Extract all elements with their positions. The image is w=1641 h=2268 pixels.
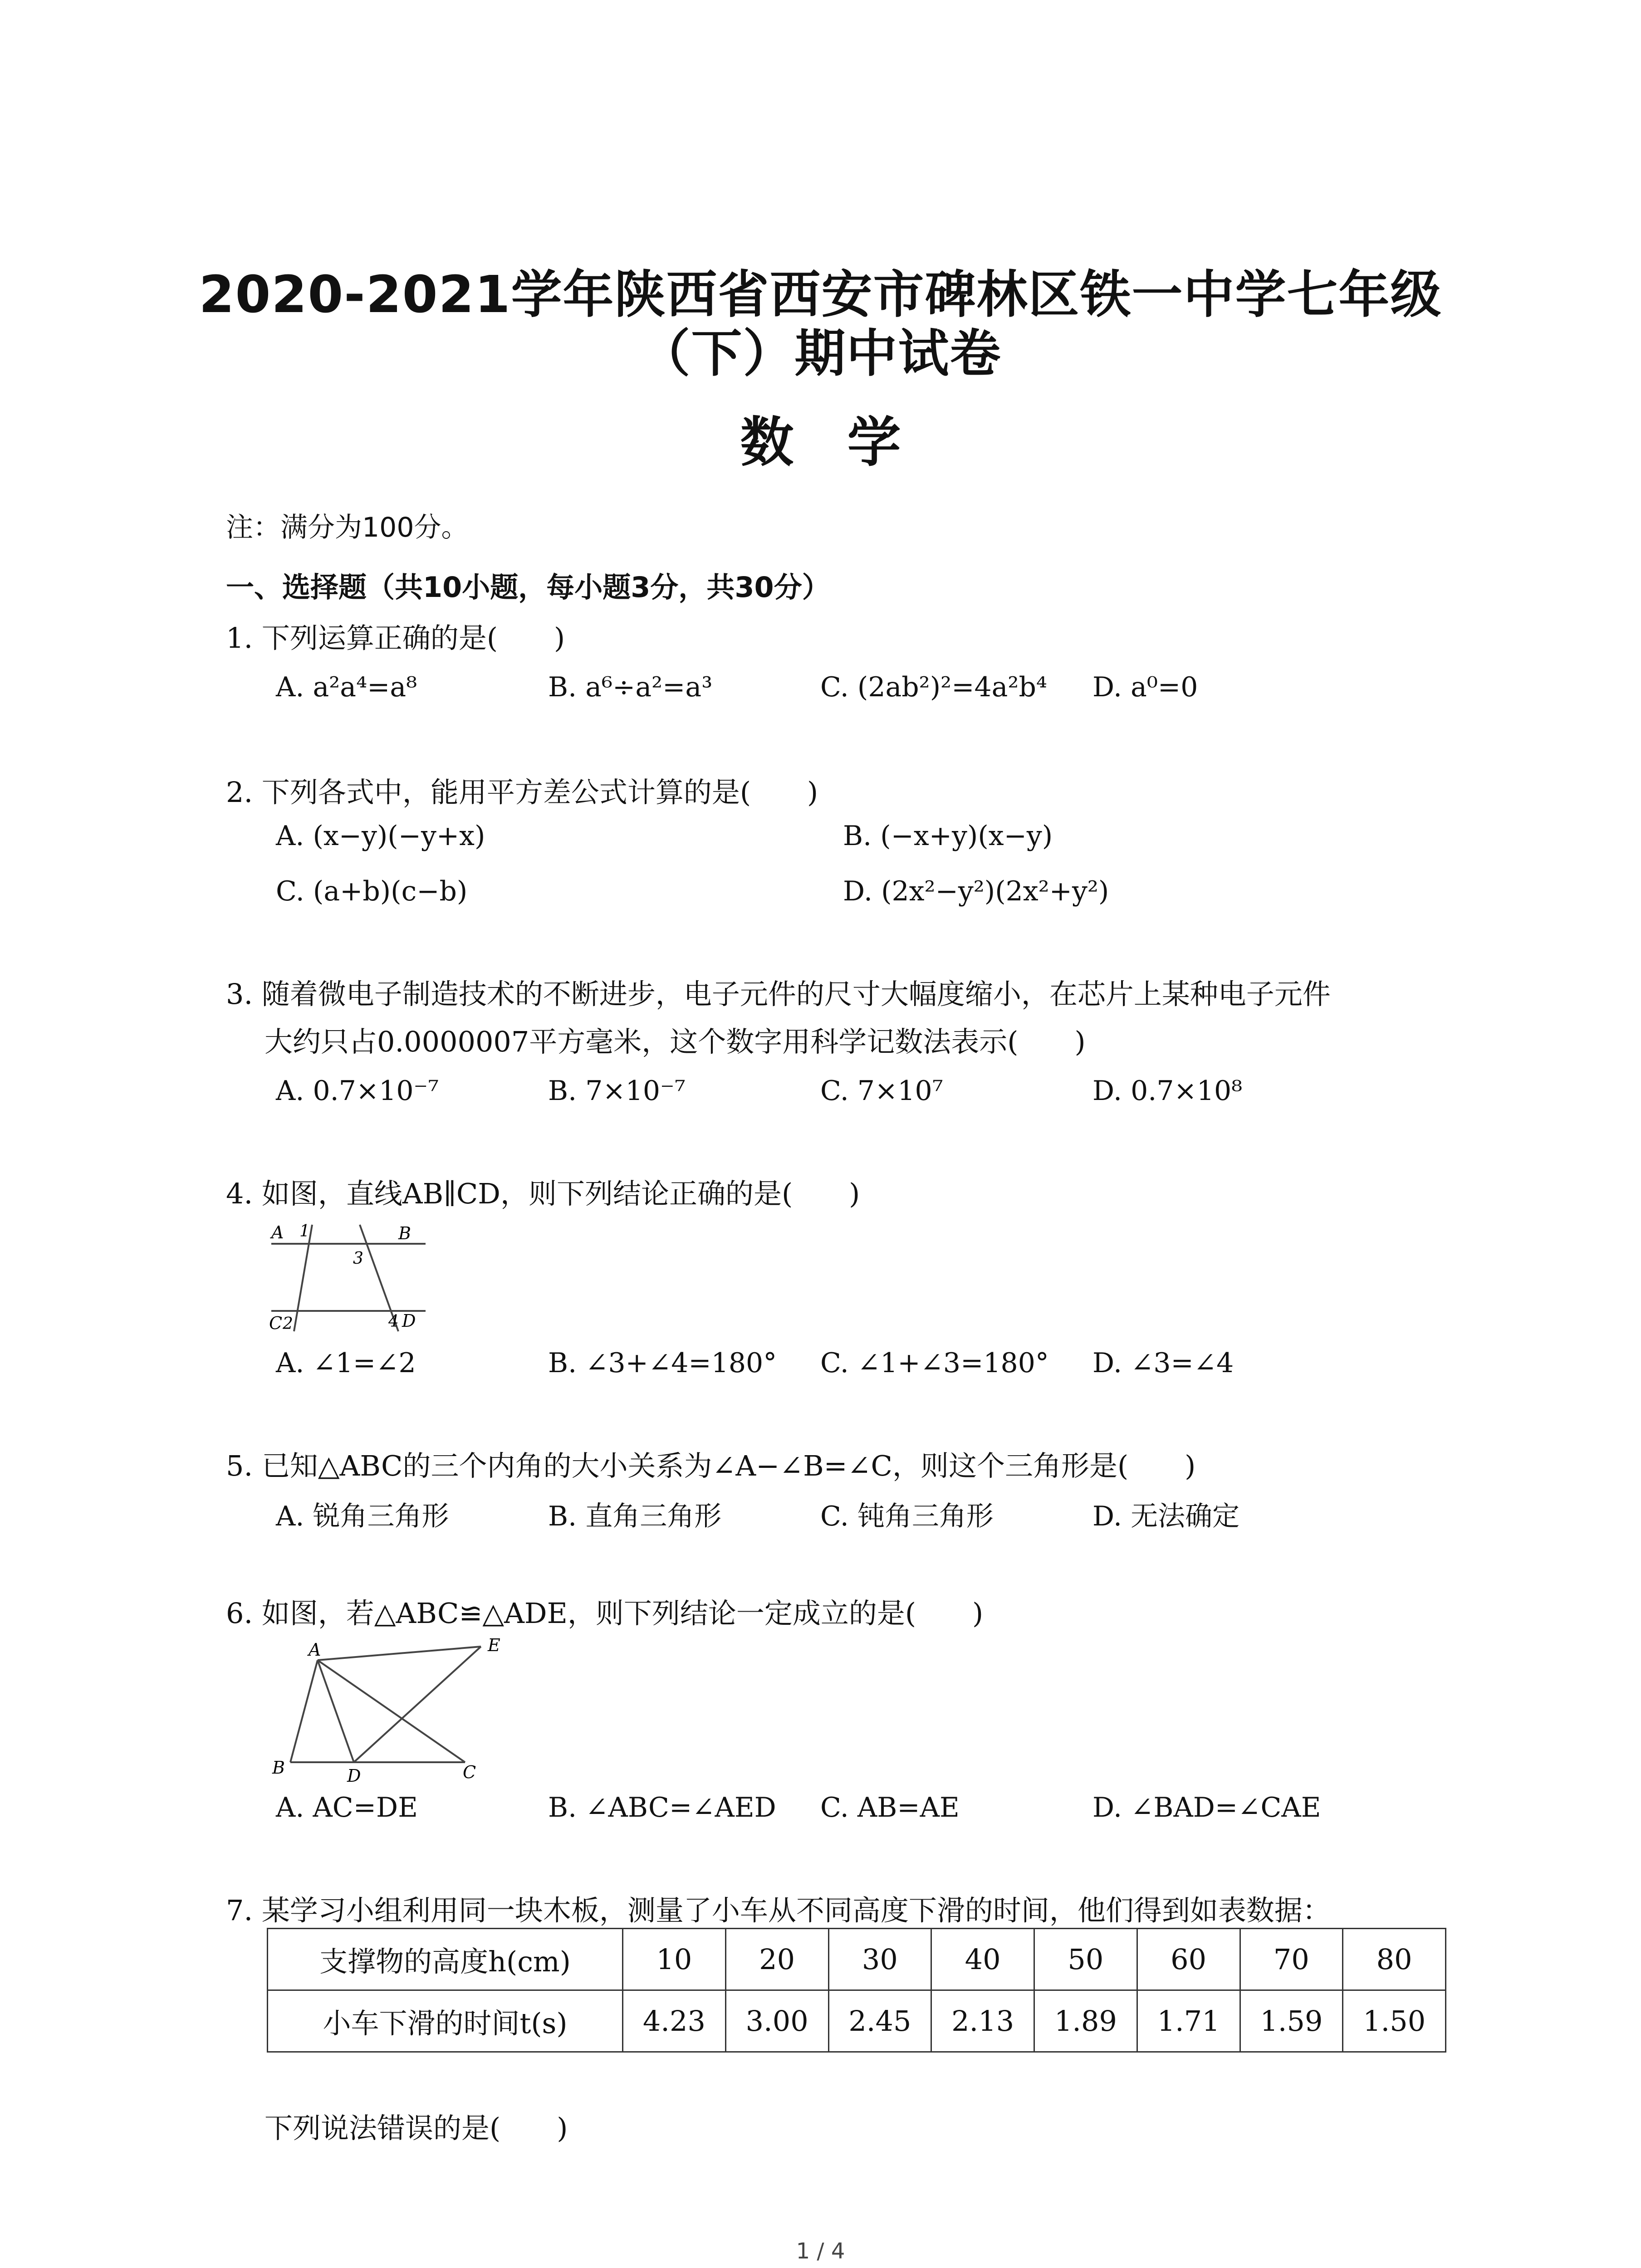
table-cell: 4.23 <box>623 1990 726 2052</box>
fig6-label-a: A <box>309 1640 321 1660</box>
table-cell: 1.71 <box>1137 1990 1240 2052</box>
q3-option-b: B. 7×10⁻⁷ <box>548 1075 686 1107</box>
fig4-label-2: 2 <box>283 1315 293 1333</box>
q2-option-a: A. (x−y)(−y+x) <box>276 820 485 852</box>
table-cell: 2.45 <box>828 1990 931 2052</box>
q4-option-a: A. ∠1=∠2 <box>276 1347 416 1379</box>
fig4-label-3: 3 <box>353 1249 363 1268</box>
q4-parallel-lines-figure <box>262 1220 453 1338</box>
question-4-stem: 4. 如图，直线AB∥CD，则下列结论正确的是( ) <box>226 1177 860 1210</box>
question-5-stem: 5. 已知△ABC的三个内角的大小关系为∠A−∠B=∠C，则这个三角形是( ) <box>226 1449 1196 1482</box>
fig6-label-e: E <box>488 1637 500 1655</box>
q3-option-a: A. 0.7×10⁻⁷ <box>276 1075 439 1107</box>
question-1-stem: 1. 下列运算正确的是( ) <box>226 621 565 655</box>
q6-triangles-figure <box>263 1637 517 1787</box>
table-cell: 20 <box>725 1929 828 1990</box>
q1-option-c: C. (2ab²)²=4a²b⁴ <box>820 671 1047 703</box>
table-cell: 2.13 <box>931 1990 1034 2052</box>
fig4-label-a: A <box>271 1222 284 1242</box>
q5-option-c: C. 钝角三角形 <box>820 1501 994 1532</box>
q6-option-c: C. AB=AE <box>820 1792 960 1823</box>
q5-option-b: B. 直角三角形 <box>548 1501 722 1532</box>
data-table <box>267 1928 1446 2053</box>
fig4-label-d: D <box>402 1311 416 1331</box>
subject-heading: 数 学 <box>740 411 901 474</box>
q6-option-b: B. ∠ABC=∠AED <box>548 1792 776 1823</box>
page-title-line2: （下）期中试卷 <box>639 324 1002 383</box>
q3-option-d: D. 0.7×10⁸ <box>1092 1075 1243 1107</box>
segment-ad <box>318 1660 354 1762</box>
table-row <box>268 1990 1446 2052</box>
table-row-header: 支撑物的高度h(cm) <box>268 1929 623 1990</box>
q4-option-b: B. ∠3+∠4=180° <box>548 1347 777 1379</box>
table-cell: 30 <box>828 1929 931 1990</box>
score-note: 注：满分为100分。 <box>226 512 469 543</box>
table-cell: 10 <box>623 1929 726 1990</box>
table-row-header: 小车下滑的时间t(s) <box>268 1990 623 2052</box>
fig4-label-b: B <box>398 1223 411 1243</box>
question-7-stem: 7. 某学习小组利用同一块木板，测量了小车从不同高度下滑的时间，他们得到如表数据： <box>226 1894 1331 1927</box>
q5-option-a: A. 锐角三角形 <box>276 1501 449 1532</box>
fig4-label-c: C <box>269 1313 283 1333</box>
question-2-stem: 2. 下列各式中，能用平方差公式计算的是( ) <box>226 776 818 809</box>
table-row <box>268 1929 1446 1990</box>
q6-option-d: D. ∠BAD=∠CAE <box>1092 1792 1321 1823</box>
segment-ae <box>318 1647 481 1660</box>
segment-ab <box>290 1660 318 1762</box>
table-cell: 70 <box>1240 1929 1343 1990</box>
fig4-label-4: 4 <box>388 1312 399 1331</box>
transversal-left <box>294 1225 312 1331</box>
table-cell: 80 <box>1343 1929 1446 1990</box>
question-3-stem-line2: 大约只占0.0000007平方毫米，这个数字用科学记数法表示( ) <box>265 1025 1086 1058</box>
q1-option-b: B. a⁶÷a²=a³ <box>548 671 713 703</box>
table-cell: 60 <box>1137 1929 1240 1990</box>
page-title-line1: 2020-2021学年陕西省西安市碑林区铁一中学七年级 <box>199 265 1442 324</box>
segment-de <box>354 1647 481 1762</box>
fig4-label-1: 1 <box>299 1222 310 1241</box>
q6-option-a: A. AC=DE <box>276 1792 418 1823</box>
fig6-label-c: C <box>463 1762 476 1782</box>
page-number: 1 / 4 <box>796 2239 845 2264</box>
q1-option-a: A. a²a⁴=a⁸ <box>276 671 417 703</box>
table-cell: 1.89 <box>1034 1990 1137 2052</box>
table-cell: 3.00 <box>725 1990 828 2052</box>
q2-option-b: B. (−x+y)(x−y) <box>843 820 1053 852</box>
table-cell: 50 <box>1034 1929 1137 1990</box>
question-6-stem: 6. 如图，若△ABC≌△ADE，则下列结论一定成立的是( ) <box>226 1597 984 1630</box>
section-heading: 一、选择题（共10小题，每小题3分，共30分） <box>226 571 830 604</box>
q5-option-d: D. 无法确定 <box>1092 1501 1240 1532</box>
q1-option-d: D. a⁰=0 <box>1092 671 1198 703</box>
q4-option-d: D. ∠3=∠4 <box>1092 1347 1234 1379</box>
question-7-followup: 下列说法错误的是( ) <box>265 2112 568 2145</box>
q4-option-c: C. ∠1+∠3=180° <box>820 1347 1049 1379</box>
table-cell: 1.59 <box>1240 1990 1343 2052</box>
table-cell: 1.50 <box>1343 1990 1446 2052</box>
fig6-label-d: D <box>347 1766 361 1786</box>
q2-option-d: D. (2x²−y²)(2x²+y²) <box>843 875 1109 907</box>
q2-option-c: C. (a+b)(c−b) <box>276 875 468 907</box>
fig6-label-b: B <box>272 1758 285 1778</box>
question-3-stem-line1: 3. 随着微电子制造技术的不断进步，电子元件的尺寸大幅度缩小，在芯片上某种电子元件 <box>226 978 1331 1011</box>
table-cell: 40 <box>931 1929 1034 1990</box>
segment-ac <box>318 1660 465 1762</box>
q3-option-c: C. 7×10⁷ <box>820 1075 943 1107</box>
